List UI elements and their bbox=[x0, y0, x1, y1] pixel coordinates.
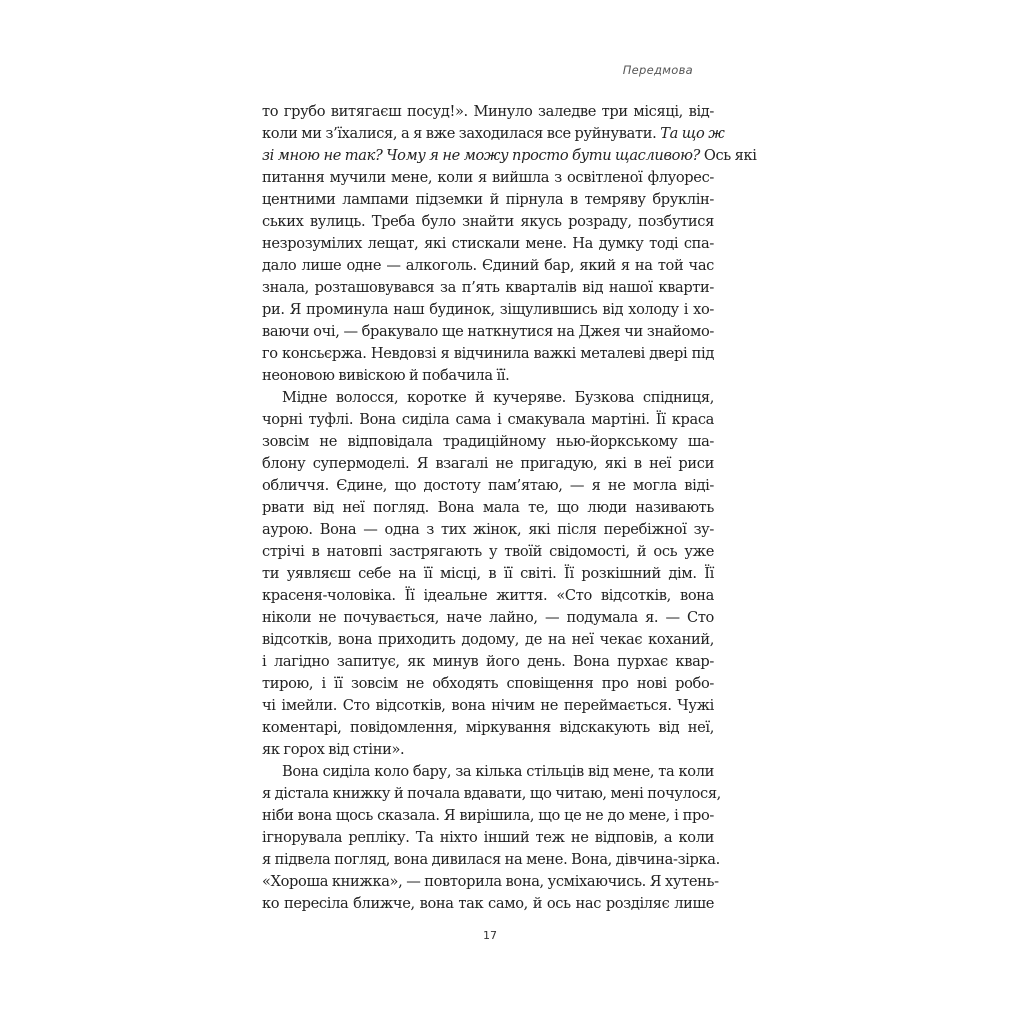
text-line bbox=[262, 783, 721, 805]
text-line bbox=[262, 475, 714, 497]
text-line bbox=[262, 519, 714, 541]
text-segment: тирою, і її зовсім не обходять сповіщення про нові робо- bbox=[262, 675, 714, 692]
text-line bbox=[262, 255, 714, 277]
text-segment: ігнорувала репліку. Та ніхто інший теж не відповів, а коли bbox=[262, 829, 714, 846]
text-line bbox=[262, 321, 714, 343]
text-line bbox=[262, 211, 714, 233]
text-line bbox=[262, 277, 714, 299]
text-line bbox=[262, 365, 714, 387]
text-segment: стрічі в натовпі застрягають у твоїй свідомості, й ось уже bbox=[262, 543, 714, 560]
text-line bbox=[262, 673, 714, 695]
text-segment: «Хороша книжка», — повторила вона, усміхаючись. Я хутень- bbox=[262, 873, 719, 890]
paragraph bbox=[262, 761, 721, 915]
text-segment: коментарі, повідомлення, міркування відскакують від неї, bbox=[262, 719, 714, 736]
text-segment: го консьєржа. Невдовзі я відчинила важкі металеві двері під bbox=[262, 345, 714, 362]
paragraph bbox=[262, 101, 757, 387]
text-segment: як горох від стіни». bbox=[262, 741, 405, 758]
text-segment: рвати від неї погляд. Вона мала те, що люди називають bbox=[262, 499, 714, 516]
text-line bbox=[262, 695, 714, 717]
text-line bbox=[262, 827, 714, 849]
text-segment: красеня-чоловіка. Її ідеальне життя. «Сто відсотків, вона bbox=[262, 587, 714, 604]
text-line bbox=[262, 805, 714, 827]
text-segment: питання мучили мене, коли я вийшла з освітленої флуорес- bbox=[262, 169, 714, 186]
text-line bbox=[262, 739, 714, 761]
text-segment: ських вулиць. Треба було знайти якусь розраду, позбутися bbox=[262, 213, 714, 230]
text-segment: то грубо витягаєш посуд!». Минуло заледве три місяці, від- bbox=[262, 103, 714, 120]
text-segment: аурою. Вона — одна з тих жінок, які після перебіжної зу- bbox=[262, 521, 714, 538]
text-line bbox=[262, 189, 714, 211]
text-line bbox=[262, 541, 714, 563]
text-line bbox=[262, 123, 725, 145]
text-line bbox=[262, 145, 757, 167]
text-line bbox=[262, 585, 714, 607]
text-line bbox=[262, 453, 714, 475]
text-segment: відсотків, вона приходить додому, де на неї чекає коханий, bbox=[262, 631, 714, 648]
text-segment: чорні туфлі. Вона сиділа сама і смакувала мартіні. Її краса bbox=[262, 411, 714, 428]
text-line bbox=[262, 651, 714, 673]
text-line bbox=[262, 563, 714, 585]
text-line bbox=[262, 409, 714, 431]
page-number: 17 bbox=[483, 929, 497, 942]
running-head: Передмова bbox=[622, 63, 693, 77]
text-segment: Вона сиділа коло бару, за кілька стільців від мене, та коли bbox=[282, 763, 714, 780]
text-segment: коли ми з’їхалися, а я вже заходилася все руйнувати. bbox=[262, 125, 661, 142]
text-segment: ко пересіла ближче, вона так само, й ось нас розділяє лише bbox=[262, 895, 714, 912]
text-line bbox=[262, 849, 720, 871]
text-line bbox=[262, 629, 714, 651]
text-line bbox=[262, 497, 714, 519]
text-segment: центними лампами підземки й пірнула в темряву бруклін- bbox=[262, 191, 714, 208]
body-text bbox=[262, 101, 757, 915]
text-segment: я підвела погляд, вона дивилася на мене. Вона, дівчина-зірка. bbox=[262, 851, 720, 868]
text-segment: блону супермоделі. Я взагалі не пригадую, які в неї риси bbox=[262, 455, 714, 472]
text-line bbox=[262, 871, 719, 893]
text-segment: ри. Я проминула наш будинок, зіщулившись від холоду і хо- bbox=[262, 301, 714, 318]
text-segment: обличчя. Єдине, що достоту пам’ятаю, — я не могла віді- bbox=[262, 477, 714, 494]
text-segment: ніколи не почувається, наче лайно, — подумала я. — Сто bbox=[262, 609, 714, 626]
text-line bbox=[262, 893, 714, 915]
text-line bbox=[262, 343, 714, 365]
text-line bbox=[262, 761, 714, 783]
text-line bbox=[262, 607, 714, 629]
italic-text: Та що ж bbox=[660, 125, 725, 142]
text-line bbox=[262, 431, 714, 453]
text-segment: неоновою вивіскою й побачила її. bbox=[262, 367, 510, 384]
paragraph bbox=[262, 387, 714, 761]
text-segment: я дістала книжку й почала вдавати, що читаю, мені почулося, bbox=[262, 785, 721, 802]
text-segment: ваючи очі, — бракувало ще наткнутися на Джея чи знайомо- bbox=[262, 323, 714, 340]
text-line bbox=[262, 299, 714, 321]
text-segment: ніби вона щось сказала. Я вирішила, що це не до мене, і про- bbox=[262, 807, 714, 824]
text-segment: дало лише одне — алкоголь. Єдиний бар, який я на той час bbox=[262, 257, 714, 274]
text-line bbox=[262, 167, 714, 189]
text-segment: незрозумілих лещат, які стискали мене. На думку тоді спа- bbox=[262, 235, 714, 252]
text-segment: Ось які bbox=[700, 147, 757, 164]
text-segment: Мідне волосся, коротке й кучеряве. Бузкова спідниця, bbox=[282, 389, 714, 406]
text-segment: чі імейли. Сто відсотків, вона нічим не переймається. Чужі bbox=[262, 697, 714, 714]
italic-text: зі мною не так? Чому я не можу просто бути щасливою? bbox=[262, 147, 701, 164]
text-segment: зовсім не відповідала традиційному нью-йоркському ша- bbox=[262, 433, 714, 450]
text-segment: і лагідно запитує, як минув його день. Вона пурхає квар- bbox=[262, 653, 714, 670]
text-segment: знала, розташовувався за п’ять кварталів від нашої кварти- bbox=[262, 279, 714, 296]
text-line bbox=[262, 717, 714, 739]
text-line bbox=[262, 101, 714, 123]
text-segment: ти уявляєш себе на її місці, в її світі. Її розкішний дім. Її bbox=[262, 565, 714, 582]
text-line bbox=[262, 233, 714, 255]
text-line bbox=[262, 387, 714, 409]
